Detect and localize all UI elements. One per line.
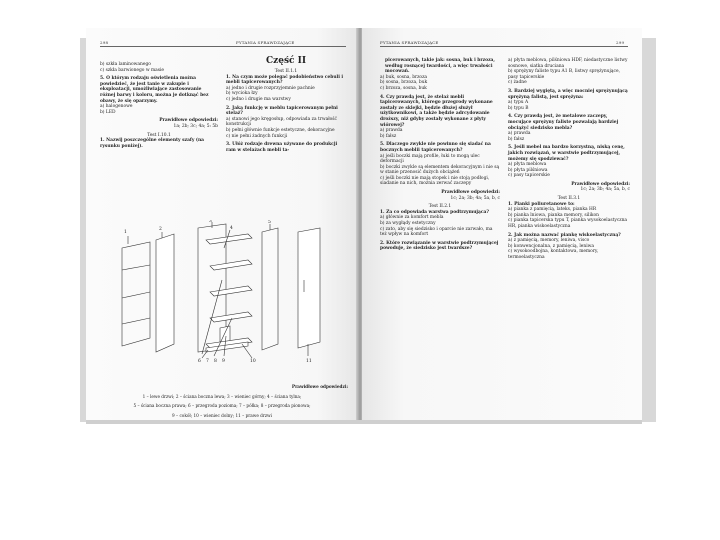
right-page-number: 299 xyxy=(616,40,625,45)
text-line: picerowanych, takie jak: sosna, buk i brzoza, według rosnącej twardości, a więc trwałości mocowań. xyxy=(385,58,495,75)
diagram-number-3: 3 xyxy=(209,220,212,224)
text-line: 5. Dlaczego zwykle nie powinno się siadać na bocznych meblii tapicerowanych? xyxy=(380,142,491,153)
text-line: Test II.1.1 xyxy=(274,69,298,74)
text-line: c) jedno i drugie ma warstwy xyxy=(226,96,291,102)
text-line: a) stanowi jego kręgosłup, odpowiada za trwałość konstrukcji xyxy=(226,116,337,128)
text-line: 1. Pianki poliuretanowe to: xyxy=(508,201,575,207)
text-line: c) nie pełni żadnych funkcji xyxy=(226,133,288,139)
diagram-number-8: 8 xyxy=(214,359,217,364)
diagram-number-2: 2 xyxy=(159,227,162,232)
text-line: a) buk, sosna, brzoza xyxy=(380,74,427,80)
text-line: a) płyta meblowa xyxy=(508,162,547,168)
text-line: a) pianka z pamięcią, lateks, pianka HR xyxy=(508,207,597,213)
text-line: a) z pamięcią, memory, leniwa, visco xyxy=(508,238,590,244)
wardrobe-diagram xyxy=(102,220,338,380)
text-line: c) szkła barwionego w masie xyxy=(100,67,165,73)
text-line: a) prawda xyxy=(508,131,531,137)
text-line: 5 – ściana boczna prawa; 6 – przegroda pozioma; 7 – półka; 8 – przegroda pionowa; xyxy=(133,403,311,409)
text-line: 4. Czy prawdą jest, że metalowe zaczepy, mocujące sprężyny faliste pozwalają bardziej obciążyć siedzisko mebla? xyxy=(508,114,619,131)
text-line: Prawidłowe odpowiedzi: xyxy=(571,181,630,187)
text-line: b) boczki zwykle są elementem dekoracyjnym i nie są w stanie przenosić dużych obciążeń xyxy=(380,164,500,176)
diagram-number-1: 1 xyxy=(124,230,127,235)
diagram-number-7: 7 xyxy=(206,359,209,364)
text-line: b) szkła laminowanego xyxy=(100,62,151,67)
text-line: 2. Jak można nazwać piankę wiskoelastyczną? xyxy=(508,232,621,238)
diagram-number-5: 5 xyxy=(268,220,271,225)
left-page-header: PYTANIA SPRAWDZAJĄCE xyxy=(236,40,295,45)
diagram-number-9: 9 xyxy=(222,359,225,364)
diagram-number-6: 6 xyxy=(198,359,201,364)
right-header-rule xyxy=(380,46,628,47)
diagram-number-10: 10 xyxy=(250,359,256,364)
text-line: a) płyta meblowa, pilśniowa HDF, niedastyczne listwy sosnowe, siatka druciana xyxy=(508,58,628,69)
text-line: a) jedno i drugie rozprzyjemnie pachnie xyxy=(226,85,315,91)
text-line: 2. Które rozwiązanie w warstwie podtrzymującej powoduje, że siedzisko jest twardsze? xyxy=(380,240,499,252)
text-line: b) pełni głównie funkcje estetyczne, dekoracyjne xyxy=(226,127,335,133)
text-line: Test II.3.1 xyxy=(557,196,581,202)
text-line: b) typu B xyxy=(508,105,529,111)
open-book xyxy=(86,28,642,420)
text-line: 1. Na czym może polegać podobieństwo cebuli i mebli tapicerowanych? xyxy=(226,74,344,86)
text-line: 5. Jeśli mebel ma bardzo korzystną, niską cenę, jakich rozwiązań, w warstwie podtrzymującej, możemy się spodziewać? xyxy=(508,145,625,162)
text-line: c) wysokoodbojna, kontaktowa, memory, termoelastyczna xyxy=(508,249,599,260)
text-line: 2. Jaką funkcję w meblu tapicerowanym pełni stelaż? xyxy=(226,105,338,117)
text-line: a) halogenowe xyxy=(100,104,133,110)
text-line: a) głównie za komfort mebla xyxy=(380,215,444,221)
text-line: 3. Ułóż rodzaje drewna używane do produkcji ram w stelażach mebli ta- xyxy=(226,142,338,153)
text-line: b) fałsz xyxy=(508,136,525,142)
left-column-1 xyxy=(100,62,218,149)
text-line: b) wycioka łzy xyxy=(226,91,258,97)
text-line: b) za wygłądy estetyczny xyxy=(380,221,436,227)
text-line: 1 – lewe drzwi; 2 – ściana boczna lewa; 3 – wieniec górny; 4 – ściana tylna; xyxy=(142,393,302,399)
left-column-2-wrapper xyxy=(226,58,346,153)
text-line: Test I.10.1 xyxy=(147,132,171,138)
text-line: 5. O którym rodzaju oświetlenia można powiedzieć, że jest tanie w zakupie i eksploatacji, umożliwiające zastosowanie różnej barwy i koloru, można je dotknąć bez obawy, że się oparzymy. xyxy=(100,76,209,104)
text-line: a) prawda xyxy=(380,128,403,134)
text-line: c) zato, aby się siedzisko i oparcie nie zarwało, ma też wpływ na komfort xyxy=(380,226,493,238)
text-line: b) LED xyxy=(100,109,116,115)
text-line: 1c; 2a; 3b; 4a; 5a, b, c xyxy=(450,195,500,201)
text-line: a) jeśli boczki mają profile, łuki to mogą ulec deformacji xyxy=(380,153,480,165)
text-line: Prawidłowe odpowiedzi: xyxy=(441,190,500,196)
text-line: 1. Nazwij poszczególne elementy szafy (na rysunku poniżej). xyxy=(100,138,205,149)
text-line: 3. Bardziej wygiętą, a więc mocniej sprężynującą sprężyną falistą, jest sprężyna: xyxy=(508,88,628,100)
text-line: 1. Za co odpowiada warstwa podtrzymująca? xyxy=(380,209,489,215)
text-line: b) pianka lniowa, pianka memory, silikon xyxy=(508,212,599,218)
diagram-number-4: 4 xyxy=(230,226,233,231)
text-line: c) jeśli boczki nie mają stopek i nie stoją podłogi, siadanie na nich, możnia zerwać zaczepy xyxy=(380,175,490,187)
text-line: 4. Czy prawdą jest, że stelaż mebli tapicerowanych, którego przegrody wykonane zostały ze sklejki, będzie dłużej służył użytkownikowi, a także będzie adrcydowanie droższy, niż gdyby zostały wykonane z płyty wiórowej? xyxy=(380,94,493,128)
section-title: Część II xyxy=(265,56,307,66)
text-line: a) typu A xyxy=(508,100,529,106)
diagram-number-11: 11 xyxy=(306,359,312,364)
right-page xyxy=(362,28,642,420)
diagram-caption xyxy=(96,380,348,420)
right-page-header: PYTANIA SPRAWDZAJĄCE xyxy=(380,40,439,45)
text-line: 1c; 2a; 3b; 4a; 5a, b, c xyxy=(580,187,630,193)
text-line: Test II.2.1 xyxy=(428,204,452,210)
page-edges xyxy=(86,420,642,424)
left-page xyxy=(86,28,358,420)
text-line: b) fałsz xyxy=(380,133,397,139)
text-line: c) żadne xyxy=(508,80,527,86)
text-line: c) brzoza, sosna, buk xyxy=(380,85,427,91)
text-line: 1a; 2b; 3c; 4a; 5: 5b xyxy=(173,123,218,129)
text-line: Prawidłowe odpowiedzi: xyxy=(291,384,348,390)
text-line: b) konwencjonalna, z pamięcią, leniwa xyxy=(508,243,594,249)
left-header-rule xyxy=(100,46,346,47)
text-line: b) płyta pilśniowa xyxy=(508,167,548,173)
text-line: b) sprężyny faliste typu A1 B, listwy sprężynujące, pasy tapicerskie xyxy=(508,69,620,80)
text-line: c) pianka tapicerska typu T, pianka wysokoelastyczna HR, pianka wiskoelastyczna xyxy=(508,218,628,230)
text-line: b) sosna, brzoza, buk xyxy=(380,80,428,86)
text-line: Prawidłowe odpowiedzi: xyxy=(159,118,218,124)
text-line: c) pasy tapicerskie xyxy=(508,173,550,179)
right-column-1 xyxy=(380,58,500,252)
text-line: 9 – cokół; 10 – wieniec dolny; 11 – prawe drzwi xyxy=(172,412,272,418)
right-column-2 xyxy=(508,58,630,261)
left-column-2 xyxy=(226,69,346,153)
left-page-number: 298 xyxy=(100,40,109,45)
